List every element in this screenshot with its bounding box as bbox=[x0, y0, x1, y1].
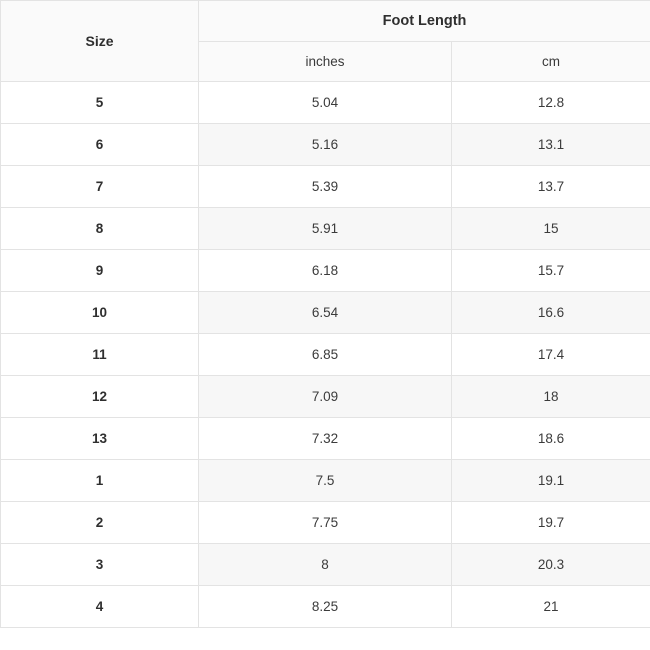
cell-cm: 16.6 bbox=[452, 292, 650, 334]
table-body bbox=[1, 82, 650, 628]
table-row bbox=[1, 124, 650, 166]
column-header-cm: cm bbox=[452, 42, 650, 82]
cell-inches: 5.39 bbox=[199, 166, 452, 208]
table-row bbox=[1, 334, 650, 376]
cell-inches: 5.04 bbox=[199, 82, 452, 124]
cell-inches: 6.18 bbox=[199, 250, 452, 292]
table-row bbox=[1, 376, 650, 418]
table-row bbox=[1, 250, 650, 292]
cell-cm: 15 bbox=[452, 208, 650, 250]
cell-size: 3 bbox=[1, 544, 199, 586]
cell-inches: 7.75 bbox=[199, 502, 452, 544]
cell-inches: 7.32 bbox=[199, 418, 452, 460]
cell-inches: 6.54 bbox=[199, 292, 452, 334]
table-row bbox=[1, 208, 650, 250]
cell-cm: 12.8 bbox=[452, 82, 650, 124]
cell-size: 5 bbox=[1, 82, 199, 124]
cell-cm: 19.7 bbox=[452, 502, 650, 544]
table-row bbox=[1, 166, 650, 208]
cell-cm: 18 bbox=[452, 376, 650, 418]
cell-size: 11 bbox=[1, 334, 199, 376]
table-row bbox=[1, 82, 650, 124]
cell-size: 1 bbox=[1, 460, 199, 502]
cell-cm: 19.1 bbox=[452, 460, 650, 502]
cell-inches: 6.85 bbox=[199, 334, 452, 376]
table-row bbox=[1, 502, 650, 544]
cell-cm: 18.6 bbox=[452, 418, 650, 460]
cell-size: 7 bbox=[1, 166, 199, 208]
cell-size: 8 bbox=[1, 208, 199, 250]
column-header-foot-length: Foot Length bbox=[199, 1, 650, 42]
column-header-inches: inches bbox=[199, 42, 452, 82]
table-header bbox=[1, 1, 650, 82]
cell-size: 6 bbox=[1, 124, 199, 166]
table-row bbox=[1, 418, 650, 460]
cell-size: 10 bbox=[1, 292, 199, 334]
cell-size: 2 bbox=[1, 502, 199, 544]
cell-size: 9 bbox=[1, 250, 199, 292]
cell-size: 12 bbox=[1, 376, 199, 418]
cell-inches: 7.09 bbox=[199, 376, 452, 418]
header-row-group bbox=[1, 1, 650, 42]
cell-cm: 13.1 bbox=[452, 124, 650, 166]
cell-inches: 7.5 bbox=[199, 460, 452, 502]
table-row bbox=[1, 544, 650, 586]
table-row bbox=[1, 586, 650, 628]
table-row bbox=[1, 460, 650, 502]
cell-inches: 5.91 bbox=[199, 208, 452, 250]
cell-inches: 8 bbox=[199, 544, 452, 586]
cell-size: 4 bbox=[1, 586, 199, 628]
cell-cm: 13.7 bbox=[452, 166, 650, 208]
cell-cm: 20.3 bbox=[452, 544, 650, 586]
column-header-size: Size bbox=[1, 1, 199, 82]
cell-cm: 21 bbox=[452, 586, 650, 628]
cell-inches: 5.16 bbox=[199, 124, 452, 166]
cell-cm: 15.7 bbox=[452, 250, 650, 292]
cell-cm: 17.4 bbox=[452, 334, 650, 376]
cell-inches: 8.25 bbox=[199, 586, 452, 628]
cell-size: 13 bbox=[1, 418, 199, 460]
table-row bbox=[1, 292, 650, 334]
